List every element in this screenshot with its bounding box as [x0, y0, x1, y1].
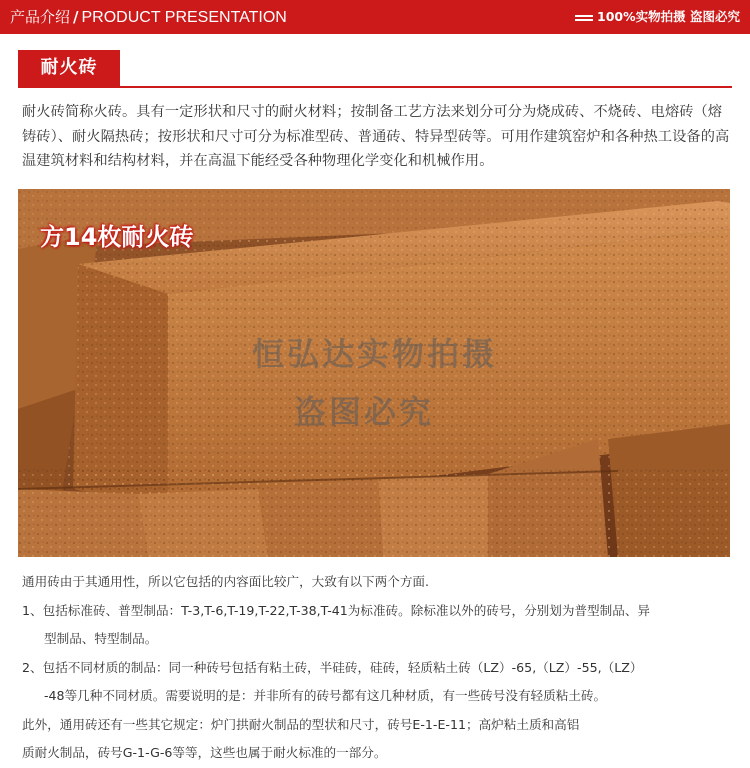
watermark-line1: 恒弘达实物拍摄	[252, 335, 498, 373]
details-line: 型制品、特型制品。	[44, 631, 158, 646]
details-line: 1、包括标准砖、普型制品：T-3,T-6,T-19,T-22,T-38,T-41为标准砖。除标准以外的砖号，分别划为普型制品、异	[22, 602, 651, 618]
header-right-text: 100%实物拍摄 盗图必究	[597, 9, 740, 24]
details-line: 2、包括不同材质的制品：同一种砖号包括有粘土砖，半硅砖，硅砖，轻质粘土砖（LZ）-65,（LZ）-55,（LZ）	[22, 659, 643, 675]
details-line: 质耐火制品，砖号G-1-G-6等等，这些也属于耐火标准的一部分。	[22, 745, 387, 760]
header-title-en: PRODUCT PRESENTATION	[81, 9, 287, 26]
header-right-notice	[575, 0, 740, 34]
product-photo	[18, 189, 730, 557]
section-tag: 耐火砖	[18, 50, 120, 86]
header-title-cn: 产品介绍	[10, 8, 71, 26]
details-line: 此外，通用砖还有一些其它规定：炉门拱耐火制品的型状和尺寸，砖号E-1-E-11；高炉粘土质和高铝	[22, 716, 580, 732]
details-section	[22, 568, 738, 768]
menu-lines-icon	[575, 13, 593, 23]
header-bar	[0, 0, 750, 34]
watermark-line2: 盗图必究	[294, 393, 435, 431]
section-heading	[18, 50, 732, 88]
details-line: -48等几种不同材质。需要说明的是：并非所有的砖号都有这几种材质，有一些砖号没有轻质粘土砖。	[44, 688, 607, 703]
intro-paragraph: 耐火砖简称火砖。具有一定形状和尺寸的耐火材料；按制备工艺方法来划分可分为烧成砖、不烧砖、电熔砖（熔铸砖）、耐火隔热砖；按形状和尺寸可分为标准型砖、普通砖、特异型砖等。可用作建筑窑炉和各种热工设备的高温建筑材料和结构材料，并在高温下能经受各种物理化学变化和机械作用。	[22, 104, 730, 169]
header-slash: /	[73, 8, 79, 26]
photo-caption: 方14枚耐火砖	[40, 223, 194, 251]
details-line: 通用砖由于其通用性，所以它包括的内容面比较广，大致有以下两个方面.	[22, 574, 430, 589]
header-title	[10, 0, 287, 34]
